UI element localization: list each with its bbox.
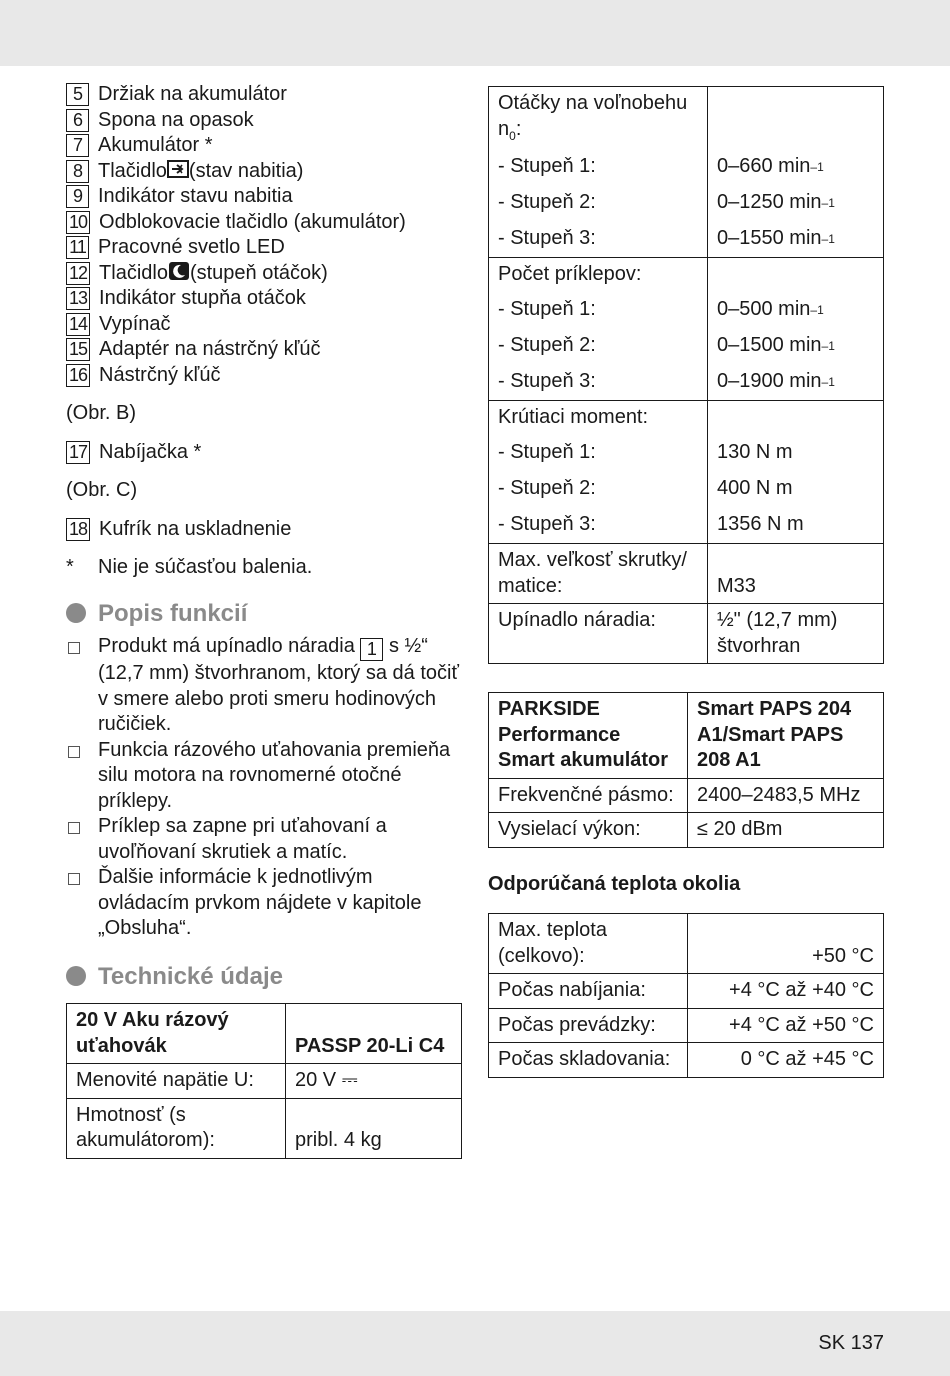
battery-status-button-icon bbox=[167, 159, 189, 179]
table-cell: Max. teplota (celkovo): bbox=[489, 914, 688, 974]
list-item bbox=[66, 261, 462, 287]
sub-label: - Stupeň 2: bbox=[498, 191, 596, 214]
part-label-b: (stupeň otáčok) bbox=[189, 261, 328, 284]
text-part: Produkt má upínadlo náradia bbox=[98, 635, 355, 657]
list-item bbox=[66, 865, 462, 942]
table-cell: PASSP 20-Li C4 bbox=[286, 1004, 462, 1064]
sub-value: 0–1250 min –1 bbox=[717, 185, 874, 221]
parts-list bbox=[66, 82, 462, 388]
table-cell bbox=[489, 401, 708, 544]
group-title bbox=[498, 91, 698, 149]
table-cell bbox=[708, 258, 884, 401]
part-number: 5 bbox=[66, 83, 89, 106]
part-label: Indikátor stavu nabitia bbox=[98, 185, 293, 207]
subscript: 0 bbox=[509, 128, 516, 143]
spacer bbox=[717, 405, 874, 435]
sub-value: 400 N m bbox=[717, 477, 793, 500]
table-row bbox=[489, 544, 884, 604]
speed-level-button-icon bbox=[168, 261, 190, 281]
list-item bbox=[66, 440, 462, 466]
checkbox-bullet-icon bbox=[68, 746, 80, 758]
value-text: 0–500 min bbox=[717, 298, 811, 321]
table-cell: Upínadlo náradia: bbox=[489, 604, 708, 664]
part-number: 1 bbox=[360, 638, 383, 661]
value-text: 0–1500 min bbox=[717, 334, 822, 357]
list-item bbox=[66, 286, 462, 312]
value-text: 0–660 min bbox=[717, 155, 811, 178]
sub-label: - Stupeň 3: bbox=[498, 227, 596, 250]
section-heading-tech bbox=[66, 964, 462, 990]
part-number: 17 bbox=[66, 441, 90, 464]
table-cell: Frekvenčné pásmo: bbox=[489, 778, 688, 813]
table-cell: M33 bbox=[708, 544, 884, 604]
list-item bbox=[66, 108, 462, 134]
bullet-text: Ďalšie informácie k jednotlivým ovládacím prvkom nájdete v kapitole „Obsluha“. bbox=[98, 866, 422, 939]
part-number: 13 bbox=[66, 287, 90, 310]
list-item bbox=[66, 210, 462, 236]
table-row bbox=[489, 604, 884, 664]
part-label-a: Tlačidlo bbox=[98, 159, 167, 182]
part-number: 9 bbox=[66, 185, 89, 208]
list-item bbox=[66, 133, 462, 159]
sub-value: 130 N m bbox=[717, 441, 793, 464]
features-list bbox=[66, 634, 462, 942]
table-cell bbox=[708, 401, 884, 544]
table-row bbox=[489, 693, 884, 779]
table-row bbox=[67, 1064, 462, 1099]
heading-text: Popis funkcií bbox=[98, 599, 248, 627]
part-label: Indikátor stupňa otáčok bbox=[99, 287, 306, 309]
part-label: Nástrčný kľúč bbox=[99, 363, 221, 386]
table-cell: Menovité napätie U: bbox=[67, 1064, 286, 1099]
list-item bbox=[66, 337, 462, 363]
bullet-text: Funkcia rázového uťahovania premieňa silu motora na rovnomerné otočné príklepy. bbox=[98, 738, 451, 812]
table-cell: +4 °C až +40 °C bbox=[688, 974, 884, 1009]
part-number: 8 bbox=[66, 160, 89, 183]
sub-value: 0–1550 min –1 bbox=[717, 221, 874, 257]
sub-value: 0–660 min –1 bbox=[717, 149, 874, 185]
figure-ref-b: (Obr. B) bbox=[66, 402, 137, 424]
dc-symbol: ⎓ bbox=[341, 1069, 358, 1091]
part-label: Akumulátor * bbox=[98, 134, 213, 156]
table-row bbox=[489, 974, 884, 1009]
figure-ref-c: (Obr. C) bbox=[66, 479, 138, 501]
part-number: 14 bbox=[66, 313, 90, 336]
checkbox-bullet-icon bbox=[68, 873, 80, 885]
part-label: Vypínač bbox=[99, 312, 171, 335]
sub-label: - Stupeň 1: bbox=[498, 441, 596, 464]
group-title: Počet príklepov: bbox=[498, 263, 642, 285]
list-item bbox=[66, 738, 462, 815]
value-text: 0–1900 min bbox=[717, 370, 822, 393]
tech-table bbox=[66, 1003, 462, 1159]
value-text: 20 V bbox=[295, 1069, 337, 1091]
text-part: s ½“ (12,7 mm) štvorhranom, ktorý sa dá točiť v smere alebo proti smeru hodinových ručičiek. bbox=[98, 635, 459, 735]
table-row bbox=[489, 1008, 884, 1043]
bullet-dot-icon bbox=[66, 603, 86, 623]
table-cell: ½" (12,7 mm) štvorhran bbox=[708, 604, 884, 664]
part-label: Odblokovacie tlačidlo (akumulátor) bbox=[99, 210, 406, 233]
sub-value: 0–1500 min –1 bbox=[717, 328, 874, 364]
table-cell: Smart PAPS 204 A1/Smart PAPS 208 A1 bbox=[688, 693, 884, 779]
part-label: Kufrík na uskladnenie bbox=[99, 517, 292, 540]
table-cell: 2400–2483,5 MHz bbox=[688, 778, 884, 813]
table-row bbox=[489, 778, 884, 813]
list-item bbox=[66, 312, 462, 338]
bullet-text: Príklep sa zapne pri uťahovaní a uvoľňovaní skrutiek a matíc. bbox=[98, 815, 387, 863]
table-cell: +4 °C až +50 °C bbox=[688, 1008, 884, 1043]
list-item bbox=[66, 814, 462, 865]
sub-value: 1356 N m bbox=[717, 513, 804, 536]
table-cell: +50 °C bbox=[688, 914, 884, 974]
performance-table bbox=[488, 86, 884, 664]
page-number: SK 137 bbox=[818, 1332, 884, 1354]
list-item bbox=[66, 82, 462, 108]
text-part: Otáčky na voľnobehu n bbox=[498, 92, 688, 140]
table-row bbox=[489, 813, 884, 848]
group-title: Krútiaci moment: bbox=[498, 406, 649, 428]
part-label: Spona na opasok bbox=[98, 108, 254, 131]
table-cell bbox=[489, 258, 708, 401]
sub-value: 0–1900 min –1 bbox=[717, 364, 874, 400]
part-label: Pracovné svetlo LED bbox=[98, 236, 285, 258]
table-cell: Počas skladovania: bbox=[489, 1043, 688, 1078]
bullet-text bbox=[98, 634, 462, 738]
footnote-star: * bbox=[66, 556, 74, 578]
table-cell: Vysielací výkon: bbox=[489, 813, 688, 848]
sub-label: - Stupeň 3: bbox=[498, 513, 596, 536]
table-row bbox=[489, 1043, 884, 1078]
table-row bbox=[67, 1004, 462, 1064]
table-cell: pribl. 4 kg bbox=[286, 1098, 462, 1158]
table-cell: 0 °C až +45 °C bbox=[688, 1043, 884, 1078]
footnote-text: Nie je súčasťou balenia. bbox=[98, 556, 313, 578]
spacer bbox=[717, 262, 874, 292]
list-item bbox=[66, 634, 462, 738]
table-cell: Počas prevádzky: bbox=[489, 1008, 688, 1043]
part-label-a: Tlačidlo bbox=[99, 261, 168, 284]
temperature-table bbox=[488, 913, 884, 1078]
table-row bbox=[489, 87, 884, 258]
checkbox-bullet-icon bbox=[68, 822, 80, 834]
part-number: 11 bbox=[66, 236, 89, 259]
table-cell: 20 V Aku rázový uťahovák bbox=[67, 1004, 286, 1064]
part-number: 6 bbox=[66, 109, 89, 132]
list-item bbox=[66, 517, 462, 543]
table-cell bbox=[286, 1064, 462, 1099]
part-number: 16 bbox=[66, 364, 90, 387]
parkside-table bbox=[488, 692, 884, 848]
part-number: 7 bbox=[66, 134, 89, 157]
list-item bbox=[66, 159, 462, 185]
sub-label: - Stupeň 2: bbox=[498, 334, 596, 357]
table-cell: PARKSIDE Performance Smart akumulátor bbox=[489, 693, 688, 779]
list-item bbox=[66, 363, 462, 389]
part-number: 18 bbox=[66, 518, 90, 541]
value-text: 0–1250 min bbox=[717, 191, 822, 214]
left-column bbox=[66, 82, 462, 1159]
part-number: 15 bbox=[66, 338, 90, 361]
part-label: Nabíjačka * bbox=[99, 440, 202, 463]
bullet-dot-icon bbox=[66, 966, 86, 986]
sub-label: - Stupeň 2: bbox=[498, 477, 596, 500]
header-band bbox=[0, 0, 950, 66]
table-row bbox=[489, 258, 884, 401]
table-row bbox=[67, 1098, 462, 1158]
part-label: Držiak na akumulátor bbox=[98, 83, 287, 105]
list-item bbox=[66, 235, 462, 261]
part-number: 12 bbox=[66, 262, 90, 285]
table-cell: ≤ 20 dBm bbox=[688, 813, 884, 848]
sub-value: 0–500 min –1 bbox=[717, 292, 874, 328]
table-cell: Hmotnosť (s akumulátorom): bbox=[67, 1098, 286, 1158]
part-number: 10 bbox=[66, 211, 90, 234]
section-heading-popis bbox=[66, 601, 462, 627]
table-cell: Max. veľkosť skrutky/ matice: bbox=[489, 544, 708, 604]
part-label-b: (stav nabitia) bbox=[188, 159, 304, 182]
value-text: 0–1550 min bbox=[717, 227, 822, 250]
part-label: Adaptér na nástrčný kľúč bbox=[99, 338, 321, 360]
table-row bbox=[489, 401, 884, 544]
text-part: : bbox=[515, 117, 522, 140]
table-cell bbox=[489, 87, 708, 258]
list-item bbox=[66, 184, 462, 210]
footnote bbox=[66, 555, 462, 581]
footer-band bbox=[0, 1311, 950, 1376]
heading-text: Technické údaje bbox=[98, 962, 283, 990]
sub-label: - Stupeň 1: bbox=[498, 298, 596, 321]
table-cell bbox=[708, 87, 884, 258]
temperature-title: Odporúčaná teplota okolia bbox=[488, 872, 741, 895]
right-column bbox=[488, 86, 884, 1078]
table-row bbox=[489, 914, 884, 974]
spacer bbox=[717, 91, 874, 149]
checkbox-bullet-icon bbox=[68, 642, 80, 654]
sub-label: - Stupeň 3: bbox=[498, 370, 596, 393]
table-cell: Počas nabíjania: bbox=[489, 974, 688, 1009]
sub-label: - Stupeň 1: bbox=[498, 155, 596, 178]
